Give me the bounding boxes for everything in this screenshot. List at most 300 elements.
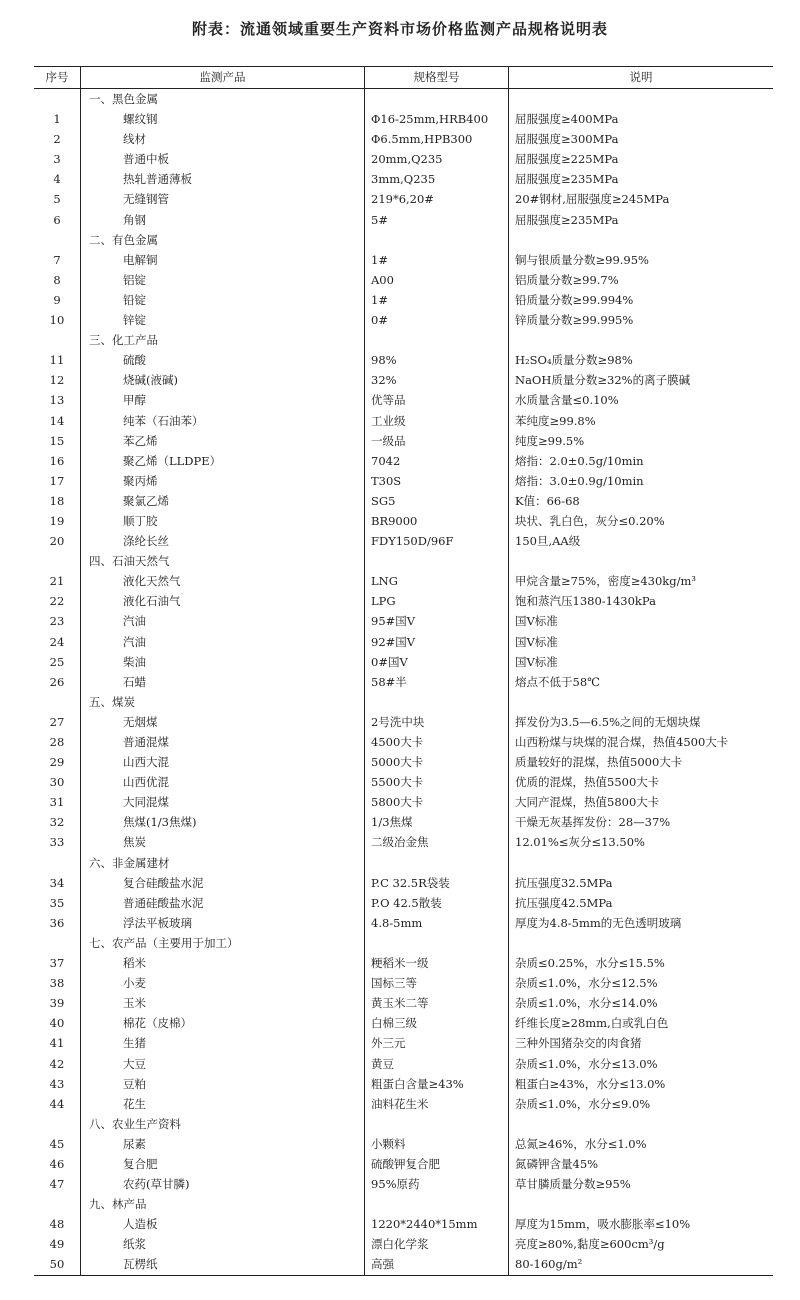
row-number: 49 [49, 1237, 65, 1252]
table-row [34, 913, 773, 933]
row-number: 48 [49, 1217, 65, 1232]
product-name: 尿素 [80, 1134, 364, 1154]
row-number: 50 [49, 1257, 65, 1272]
row-number: 11 [49, 353, 65, 368]
product-name: 花生 [80, 1094, 364, 1114]
table-row [34, 772, 773, 792]
spec-model [364, 551, 508, 571]
spec-model: 4500大卡 [364, 732, 508, 752]
spec-model: 98% [364, 350, 508, 370]
note-text [508, 330, 773, 350]
note-text: 国Ⅴ标准 [508, 652, 773, 672]
row-number: 9 [53, 292, 61, 307]
row-number [34, 330, 80, 350]
product-name: 角钢 [80, 210, 364, 230]
product-name: 玉米 [80, 993, 364, 1013]
product-name: 聚乙烯（LLDPE） [80, 451, 364, 471]
row-number: 45 [49, 1136, 65, 1151]
spec-model: 20mm,Q235 [364, 149, 508, 169]
table-row [34, 129, 773, 149]
note-text: 杂质≤1.0%，水分≤14.0% [508, 993, 773, 1013]
product-name: 焦煤(1/3焦煤) [80, 812, 364, 832]
category-row [34, 692, 773, 712]
spec-model: LNG [364, 571, 508, 591]
product-name: 液化石油气 [80, 591, 364, 611]
table-row [34, 350, 773, 370]
product-name: 稻米 [80, 953, 364, 973]
row-number: 12 [49, 373, 65, 388]
spec-model: 白棉三级 [364, 1013, 508, 1033]
row-number [34, 1194, 80, 1214]
product-name: 甲醇 [80, 390, 364, 410]
note-text: 屈服强度≥400MPa [508, 109, 773, 129]
table-row [34, 149, 773, 169]
spec-model: 工业级 [364, 411, 508, 431]
table-row [34, 652, 773, 672]
spec-model: 95%原药 [364, 1174, 508, 1194]
spec-model: 一级品 [364, 431, 508, 451]
spec-model: 油料花生米 [364, 1094, 508, 1114]
spec-model: T30S [364, 471, 508, 491]
note-text: 粗蛋白≥43%，水分≤13.0% [508, 1074, 773, 1094]
table-row [34, 1214, 773, 1234]
note-text: 杂质≤1.0%，水分≤13.0% [508, 1054, 773, 1074]
product-name: 顺丁胶 [80, 511, 364, 531]
table-row [34, 250, 773, 270]
row-number: 10 [49, 313, 65, 328]
row-number [34, 853, 80, 873]
category-name: 七、农产品（主要用于加工） [80, 933, 364, 953]
spec-model: 58#半 [364, 672, 508, 692]
spec-model [364, 1194, 508, 1214]
spec-model: P.O 42.5散装 [364, 893, 508, 913]
spec-model: 219*6,20# [364, 189, 508, 209]
table-row [34, 1013, 773, 1033]
product-name: 小麦 [80, 973, 364, 993]
row-number: 6 [53, 212, 61, 227]
spec-model: 外三元 [364, 1033, 508, 1053]
product-name: 石蜡 [80, 672, 364, 692]
spec-model: LPG [364, 591, 508, 611]
spec-model: Φ16-25mm,HRB400 [364, 109, 508, 129]
note-text: 纤维长度≥28mm,白或乳白色 [508, 1013, 773, 1033]
category-row [34, 1114, 773, 1134]
spec-model: 5000大卡 [364, 752, 508, 772]
note-text: 块状、乳白色，灰分≤0.20% [508, 511, 773, 531]
product-name: 汽油 [80, 611, 364, 631]
row-number: 37 [49, 956, 65, 971]
product-name: 液化天然气 [80, 571, 364, 591]
note-text: 铅质量分数≥99.994% [508, 290, 773, 310]
category-row [34, 933, 773, 953]
product-name: 烧碱(液碱) [80, 370, 364, 390]
row-number: 1 [53, 112, 61, 127]
note-text: K值：66-68 [508, 491, 773, 511]
row-number [34, 89, 80, 109]
product-name: 柴油 [80, 652, 364, 672]
table-row [34, 1054, 773, 1074]
row-number: 33 [49, 835, 65, 850]
row-number: 43 [49, 1076, 65, 1091]
row-number: 38 [49, 976, 65, 991]
category-row [34, 330, 773, 350]
note-text: 杂质≤1.0%，水分≤9.0% [508, 1094, 773, 1114]
table-row [34, 390, 773, 410]
note-text: 杂质≤0.25%，水分≤15.5% [508, 953, 773, 973]
table-row [34, 732, 773, 752]
row-number: 44 [49, 1096, 65, 1111]
table-row [34, 1234, 773, 1254]
row-number: 25 [49, 654, 65, 669]
note-text: 饱和蒸汽压1380-1430kPa [508, 591, 773, 611]
note-text: H₂SO₄质量分数≥98% [508, 350, 773, 370]
table-row [34, 109, 773, 129]
table-row [34, 451, 773, 471]
product-name: 人造板 [80, 1214, 364, 1234]
spec-table [34, 66, 773, 1276]
product-name: 无烟煤 [80, 712, 364, 732]
category-name: 五、煤炭 [80, 692, 364, 712]
table-row [34, 611, 773, 631]
note-text: 国Ⅴ标准 [508, 611, 773, 631]
category-name: 四、石油天然气 [80, 551, 364, 571]
row-number: 39 [49, 996, 65, 1011]
table-row [34, 370, 773, 390]
row-number: 7 [53, 252, 61, 267]
note-text: 亮度≥80%,黏度≥600cm³/g [508, 1234, 773, 1254]
row-number: 29 [49, 755, 65, 770]
table-row [34, 893, 773, 913]
table-row [34, 411, 773, 431]
spec-model: 优等品 [364, 390, 508, 410]
product-name: 大豆 [80, 1054, 364, 1074]
product-name: 锌锭 [80, 310, 364, 330]
note-text: 熔指：3.0±0.9g/10min [508, 471, 773, 491]
spec-model: 国标三等 [364, 973, 508, 993]
spec-model [364, 853, 508, 873]
table-row [34, 591, 773, 611]
table-row [34, 1074, 773, 1094]
row-number: 14 [49, 413, 65, 428]
row-number: 36 [49, 915, 65, 930]
row-number: 47 [49, 1177, 65, 1192]
spec-model: 二级冶金焦 [364, 832, 508, 852]
note-text: 总氮≥46%，水分≤1.0% [508, 1134, 773, 1154]
category-name: 六、非金属建材 [80, 853, 364, 873]
header-note: 说明 [508, 67, 773, 88]
row-number: 30 [49, 775, 65, 790]
table-row [34, 210, 773, 230]
spec-model: 3mm,Q235 [364, 169, 508, 189]
product-name: 复合硅酸盐水泥 [80, 873, 364, 893]
spec-model: 1# [364, 250, 508, 270]
note-text: 抗压强度32.5MPa [508, 873, 773, 893]
table-row [34, 752, 773, 772]
note-text: 挥发份为3.5—6.5%之间的无烟块煤 [508, 712, 773, 732]
table-row [34, 1174, 773, 1194]
row-number: 32 [49, 815, 65, 830]
row-number: 31 [49, 795, 65, 810]
table-row [34, 571, 773, 591]
table-row [34, 632, 773, 652]
row-number [34, 692, 80, 712]
product-name: 普通中板 [80, 149, 364, 169]
note-text: 铝质量分数≥99.7% [508, 270, 773, 290]
product-name: 苯乙烯 [80, 431, 364, 451]
spec-model: 1/3焦煤 [364, 812, 508, 832]
spec-model: 硫酸钾复合肥 [364, 1154, 508, 1174]
table-row [34, 873, 773, 893]
note-text: 锌质量分数≥99.995% [508, 310, 773, 330]
product-name: 山西大混 [80, 752, 364, 772]
table-row [34, 672, 773, 692]
category-row [34, 1194, 773, 1214]
note-text [508, 230, 773, 250]
spec-model: 漂白化学浆 [364, 1234, 508, 1254]
table-row [34, 832, 773, 852]
category-name: 九、林产品 [80, 1194, 364, 1214]
row-number: 22 [49, 594, 65, 609]
note-text [508, 551, 773, 571]
table-row [34, 1094, 773, 1114]
note-text [508, 89, 773, 109]
product-name: 铝锭 [80, 270, 364, 290]
product-name: 棉花（皮棉） [80, 1013, 364, 1033]
note-text: 甲烷含量≥75%，密度≥430kg/m³ [508, 571, 773, 591]
row-number: 42 [49, 1056, 65, 1071]
category-row [34, 230, 773, 250]
table-row [34, 1134, 773, 1154]
note-text: 草甘膦质量分数≥95% [508, 1174, 773, 1194]
table-row [34, 531, 773, 551]
note-text: NaOH质量分数≥32%的离子膜碱 [508, 370, 773, 390]
spec-model: Φ6.5mm,HPB300 [364, 129, 508, 149]
table-row [34, 511, 773, 531]
row-number: 26 [49, 674, 65, 689]
product-name: 螺纹钢 [80, 109, 364, 129]
spec-model: 粗蛋白含量≥43% [364, 1074, 508, 1094]
note-text [508, 692, 773, 712]
spec-model: 7042 [364, 451, 508, 471]
note-text [508, 1114, 773, 1134]
spec-model: 黄豆 [364, 1054, 508, 1074]
row-number [34, 551, 80, 571]
spec-model: 粳稻米一级 [364, 953, 508, 973]
document-title: 附表：流通领域重要生产资料市场价格监测产品规格说明表 [191, 20, 608, 38]
table-row [34, 993, 773, 1013]
product-name: 线材 [80, 129, 364, 149]
note-text: 熔点不低于58℃ [508, 672, 773, 692]
spec-model: SG5 [364, 491, 508, 511]
spec-model: A00 [364, 270, 508, 290]
table-row [34, 431, 773, 451]
product-name: 电解铜 [80, 250, 364, 270]
spec-model: FDY150D/96F [364, 531, 508, 551]
row-number: 40 [49, 1016, 65, 1031]
spec-model: 1220*2440*15mm [364, 1214, 508, 1234]
note-text: 干燥无灰基挥发份：28—37% [508, 812, 773, 832]
note-text: 水质量含量≤0.10% [508, 390, 773, 410]
product-name: 纸浆 [80, 1234, 364, 1254]
spec-model [364, 1114, 508, 1134]
table-row [34, 712, 773, 732]
table-header-row [34, 66, 773, 89]
note-text: 大同产混煤，热值5800大卡 [508, 792, 773, 812]
product-name: 汽油 [80, 632, 364, 652]
spec-model: 0# [364, 310, 508, 330]
product-name: 焦炭 [80, 832, 364, 852]
note-text: 国Ⅴ标准 [508, 632, 773, 652]
note-text: 熔指：2.0±0.5g/10min [508, 451, 773, 471]
product-name: 普通混煤 [80, 732, 364, 752]
category-name: 一、黑色金属 [80, 89, 364, 109]
row-number: 4 [53, 172, 61, 187]
table-body [34, 89, 773, 1276]
product-name: 瓦楞纸 [80, 1254, 364, 1274]
spec-model: 高强 [364, 1254, 508, 1274]
table-row [34, 812, 773, 832]
spec-model: 95#国Ⅴ [364, 611, 508, 631]
row-number: 28 [49, 735, 65, 749]
product-name: 生猪 [80, 1033, 364, 1053]
category-row [34, 89, 773, 109]
header-no: 序号 [45, 70, 69, 84]
category-name: 三、化工产品 [80, 330, 364, 350]
note-text: 20#钢材,屈服强度≥245MPa [508, 189, 773, 209]
spec-model: 5500大卡 [364, 772, 508, 792]
category-name: 八、农业生产资料 [80, 1114, 364, 1134]
product-name: 浮法平板玻璃 [80, 913, 364, 933]
table-row [34, 270, 773, 290]
product-name: 聚丙烯 [80, 471, 364, 491]
note-text: 厚度为15mm，吸水膨胀率≤10% [508, 1214, 773, 1234]
note-text: 屈服强度≥235MPa [508, 210, 773, 230]
row-number [34, 230, 80, 250]
row-number: 17 [49, 473, 65, 488]
table-row [34, 792, 773, 812]
row-number: 46 [49, 1156, 65, 1171]
header-product: 监测产品 [80, 67, 364, 88]
note-text: 质量较好的混煤，热值5000大卡 [508, 752, 773, 772]
spec-model: P.C 32.5R袋装 [364, 873, 508, 893]
row-number: 34 [49, 875, 65, 890]
note-text: 厚度为4.8-5mm的无色透明玻璃 [508, 913, 773, 933]
product-name: 山西优混 [80, 772, 364, 792]
spec-model: BR9000 [364, 511, 508, 531]
table-row [34, 169, 773, 189]
spec-model: 1# [364, 290, 508, 310]
row-number: 41 [49, 1036, 65, 1051]
note-text: 150旦,AA级 [508, 531, 773, 551]
product-name: 硫酸 [80, 350, 364, 370]
product-name: 热轧普通薄板 [80, 169, 364, 189]
spec-model: 4.8-5mm [364, 913, 508, 933]
note-text: 80-160g/m² [508, 1254, 773, 1274]
note-text: 三种外国猪杂交的肉食猪 [508, 1033, 773, 1053]
product-name: 豆粕 [80, 1074, 364, 1094]
row-number: 35 [49, 895, 65, 910]
row-number: 19 [49, 513, 65, 528]
category-row [34, 853, 773, 873]
spec-model [364, 692, 508, 712]
note-text: 屈服强度≥235MPa [508, 169, 773, 189]
row-number: 5 [53, 192, 61, 207]
row-number: 18 [49, 493, 65, 508]
spec-model [364, 330, 508, 350]
note-text: 铜与银质量分数≥99.95% [508, 250, 773, 270]
row-number: 15 [49, 433, 65, 448]
note-text [508, 1194, 773, 1214]
note-text: 屈服强度≥225MPa [508, 149, 773, 169]
note-text: 12.01%≤灰分≤13.50% [508, 832, 773, 852]
note-text: 纯度≥99.5% [508, 431, 773, 451]
table-row [34, 1254, 773, 1275]
note-text: 屈服强度≥300MPa [508, 129, 773, 149]
table-row [34, 953, 773, 973]
table-row [34, 310, 773, 330]
table-row [34, 189, 773, 209]
spec-model: 92#国Ⅴ [364, 632, 508, 652]
table-row [34, 1033, 773, 1053]
row-number [34, 933, 80, 953]
spec-model [364, 89, 508, 109]
note-text [508, 933, 773, 953]
product-name: 纯苯（石油苯） [80, 411, 364, 431]
row-number: 24 [49, 634, 65, 649]
header-spec: 规格型号 [364, 67, 508, 88]
note-text: 氮磷钾含量45% [508, 1154, 773, 1174]
table-row [34, 1154, 773, 1174]
table-row [34, 491, 773, 511]
row-number [34, 1114, 80, 1134]
spec-model: 5800大卡 [364, 792, 508, 812]
spec-model: 小颗料 [364, 1134, 508, 1154]
note-text: 苯纯度≥99.8% [508, 411, 773, 431]
product-name: 聚氯乙烯 [80, 491, 364, 511]
spec-model [364, 933, 508, 953]
product-name: 铅锭 [80, 290, 364, 310]
table-row [34, 290, 773, 310]
spec-model: 32% [364, 370, 508, 390]
category-name: 二、有色金属 [80, 230, 364, 250]
row-number: 16 [49, 453, 65, 468]
note-text: 山西粉煤与块煤的混合煤，热值4500大卡 [508, 732, 773, 752]
note-text [508, 853, 773, 873]
row-number: 21 [49, 574, 65, 589]
row-number: 27 [49, 714, 65, 729]
spec-model [364, 230, 508, 250]
product-name: 复合肥 [80, 1154, 364, 1174]
row-number: 20 [49, 534, 65, 549]
product-name: 农药(草甘膦) [80, 1174, 364, 1194]
product-name: 大同混煤 [80, 792, 364, 812]
spec-model: 2号洗中块 [364, 712, 508, 732]
spec-model: 黄玉米二等 [364, 993, 508, 1013]
product-name: 涤纶长丝 [80, 531, 364, 551]
category-row [34, 551, 773, 571]
note-text: 优质的混煤，热值5500大卡 [508, 772, 773, 792]
table-row [34, 973, 773, 993]
row-number: 3 [53, 152, 61, 167]
row-number: 23 [49, 614, 65, 629]
note-text: 杂质≤1.0%，水分≤12.5% [508, 973, 773, 993]
spec-model: 0#国Ⅴ [364, 652, 508, 672]
row-number: 2 [53, 132, 61, 147]
product-name: 无缝钢管 [80, 189, 364, 209]
note-text: 抗压强度42.5MPa [508, 893, 773, 913]
table-row [34, 471, 773, 491]
product-name: 普通硅酸盐水泥 [80, 893, 364, 913]
